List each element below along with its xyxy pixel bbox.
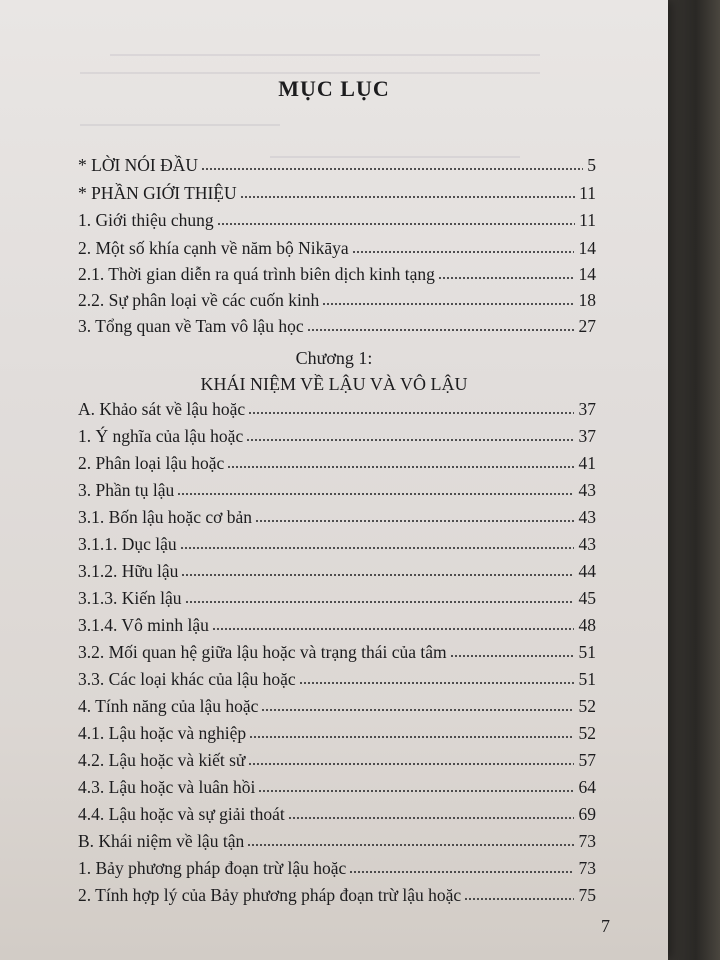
toc-entry-label: A. Khảo sát về lậu hoặc (78, 399, 246, 419)
toc-leader-dots (438, 277, 574, 279)
toc-entry (78, 747, 596, 773)
toc-entry-page: 69 (578, 804, 596, 824)
toc-entry-label: 1. Ý nghĩa của lậu hoặc (78, 426, 244, 446)
toc-entry-page: 11 (579, 183, 596, 203)
toc-entry-label: 3.1.1. Dục lậu (78, 534, 177, 554)
toc-entry-page: 14 (578, 238, 596, 258)
toc-entry-page: 5 (587, 155, 596, 175)
page-title: MỤC LỤC (278, 76, 390, 101)
toc-leader-dots (180, 547, 574, 549)
toc-entry-page: 73 (578, 858, 596, 878)
toc-entry-page: 18 (578, 290, 596, 310)
toc-entry (78, 287, 596, 313)
toc-entry-label: 3. Phần tụ lậu (78, 480, 175, 500)
toc-leader-dots (177, 493, 574, 495)
toc-entry (78, 882, 596, 908)
toc-entry (78, 313, 596, 339)
toc-entry (78, 261, 596, 287)
toc-leader-dots (261, 709, 574, 711)
toc-entry-label: 3.2. Mối quan hệ giữa lậu hoặc và trạng thái của tâm (78, 642, 447, 662)
toc-entry-label: B. Khái niệm về lậu tận (78, 831, 245, 851)
toc-entry-page: 43 (578, 480, 596, 500)
toc-entry-page: 11 (579, 210, 596, 230)
toc-entry-label: * PHẦN GIỚI THIỆU (78, 183, 237, 203)
toc-entry-label: 3.1.3. Kiến lậu (78, 588, 182, 608)
toc-leader-dots (185, 601, 574, 603)
toc-entry (78, 801, 596, 827)
toc-leader-dots (246, 439, 574, 441)
toc-entry (78, 504, 596, 530)
page-number: 7 (601, 916, 610, 936)
toc-leader-dots (248, 412, 574, 414)
toc-entry-label: 4.2. Lậu hoặc và kiết sử (78, 750, 246, 770)
toc-entry (78, 152, 596, 178)
toc-leader-dots (349, 871, 574, 873)
toc-entry (78, 828, 596, 854)
toc-leader-dots (181, 574, 574, 576)
chapter-title: KHÁI NIỆM VỀ LẬU VÀ VÔ LẬU (200, 374, 468, 394)
toc-leader-dots (248, 763, 574, 765)
toc-entry (78, 477, 596, 503)
toc-entry-page: 37 (578, 426, 596, 446)
toc-entry-page: 52 (578, 696, 596, 716)
toc-entry-page: 41 (578, 453, 596, 473)
toc-entry-page: 14 (578, 264, 596, 284)
toc-entry-page: 64 (578, 777, 596, 797)
toc-leader-dots (288, 817, 574, 819)
toc-entry-label: 4.3. Lậu hoặc và luân hồi (78, 777, 256, 797)
toc-entry-page: 52 (578, 723, 596, 743)
toc-leader-dots (212, 628, 574, 630)
chapter-number: Chương 1: (295, 348, 373, 368)
toc-leader-dots (322, 303, 574, 305)
toc-entry-page: 43 (578, 507, 596, 527)
toc-entry (78, 639, 596, 665)
toc-entry-page: 48 (578, 615, 596, 635)
toc-entry-page: 44 (578, 561, 596, 581)
toc-entry-label: 2. Phân loại lậu hoặc (78, 453, 225, 473)
toc-entry-label: 3.1. Bốn lậu hoặc cơ bản (78, 507, 253, 527)
bleed-through-line (80, 110, 280, 126)
toc-entry (78, 450, 596, 476)
toc-entry (78, 855, 596, 881)
toc-entry (78, 423, 596, 449)
toc-entry-label: 1. Bảy phương pháp đoạn trừ lậu hoặc (78, 858, 347, 878)
toc-entry-label: 2.1. Thời gian diễn ra quá trình biên dịch kinh tạng (78, 264, 435, 284)
toc-leader-dots (201, 168, 583, 170)
toc-entry (78, 720, 596, 746)
toc-leader-dots (307, 329, 574, 331)
toc-leader-dots (299, 682, 574, 684)
toc-entry (78, 666, 596, 692)
toc-entry (78, 585, 596, 611)
background-surface (660, 0, 720, 960)
toc-entry-label: 2. Một số khía cạnh về năm bộ Nikāya (78, 238, 349, 258)
toc-entry (78, 180, 596, 206)
toc-entry-page: 75 (578, 885, 596, 905)
toc-entry-label: 4. Tính năng của lậu hoặc (78, 696, 259, 716)
toc-entry-label: 4.4. Lậu hoặc và sự giải thoát (78, 804, 285, 824)
toc-entry (78, 558, 596, 584)
toc-leader-dots (450, 655, 574, 657)
toc-entry-page: 27 (578, 316, 596, 336)
toc-entry-label: 3.1.4. Vô minh lậu (78, 615, 209, 635)
toc-entry (78, 396, 596, 422)
toc-leader-dots (240, 196, 575, 198)
toc-entry (78, 612, 596, 638)
toc-leader-dots (227, 466, 574, 468)
toc-entry (78, 235, 596, 261)
toc-entry-page: 51 (578, 642, 596, 662)
toc-entry-page: 43 (578, 534, 596, 554)
toc-leader-dots (255, 520, 574, 522)
toc-entry-label: 1. Giới thiệu chung (78, 210, 214, 230)
toc-entry-label: 3.1.2. Hữu lậu (78, 561, 179, 581)
toc-entry-page: 45 (578, 588, 596, 608)
toc-leader-dots (352, 251, 574, 253)
toc-entry (78, 693, 596, 719)
toc-entry-page: 51 (578, 669, 596, 689)
toc-entry-label: * LỜI NÓI ĐẦU (78, 155, 199, 175)
toc-leader-dots (464, 898, 574, 900)
toc-entry-label: 3.3. Các loại khác của lậu hoặc (78, 669, 296, 689)
toc-entry-label: 2. Tính hợp lý của Bảy phương pháp đoạn trừ lậu hoặc (78, 885, 462, 905)
toc-leader-dots (258, 790, 574, 792)
toc-entry-page: 37 (578, 399, 596, 419)
toc-leader-dots (217, 223, 575, 225)
toc-entry-page: 73 (578, 831, 596, 851)
bleed-through-line (80, 58, 540, 74)
toc-leader-dots (249, 736, 574, 738)
toc-entry-label: 2.2. Sự phân loại về các cuốn kinh (78, 290, 320, 310)
toc-entry (78, 774, 596, 800)
toc-entry (78, 531, 596, 557)
bleed-through-line (110, 40, 540, 56)
toc-leader-dots (247, 844, 574, 846)
toc-entry (78, 207, 596, 233)
toc-entry-page: 57 (578, 750, 596, 770)
toc-entry-label: 3. Tổng quan về Tam vô lậu học (78, 316, 304, 336)
toc-entry-label: 4.1. Lậu hoặc và nghiệp (78, 723, 247, 743)
